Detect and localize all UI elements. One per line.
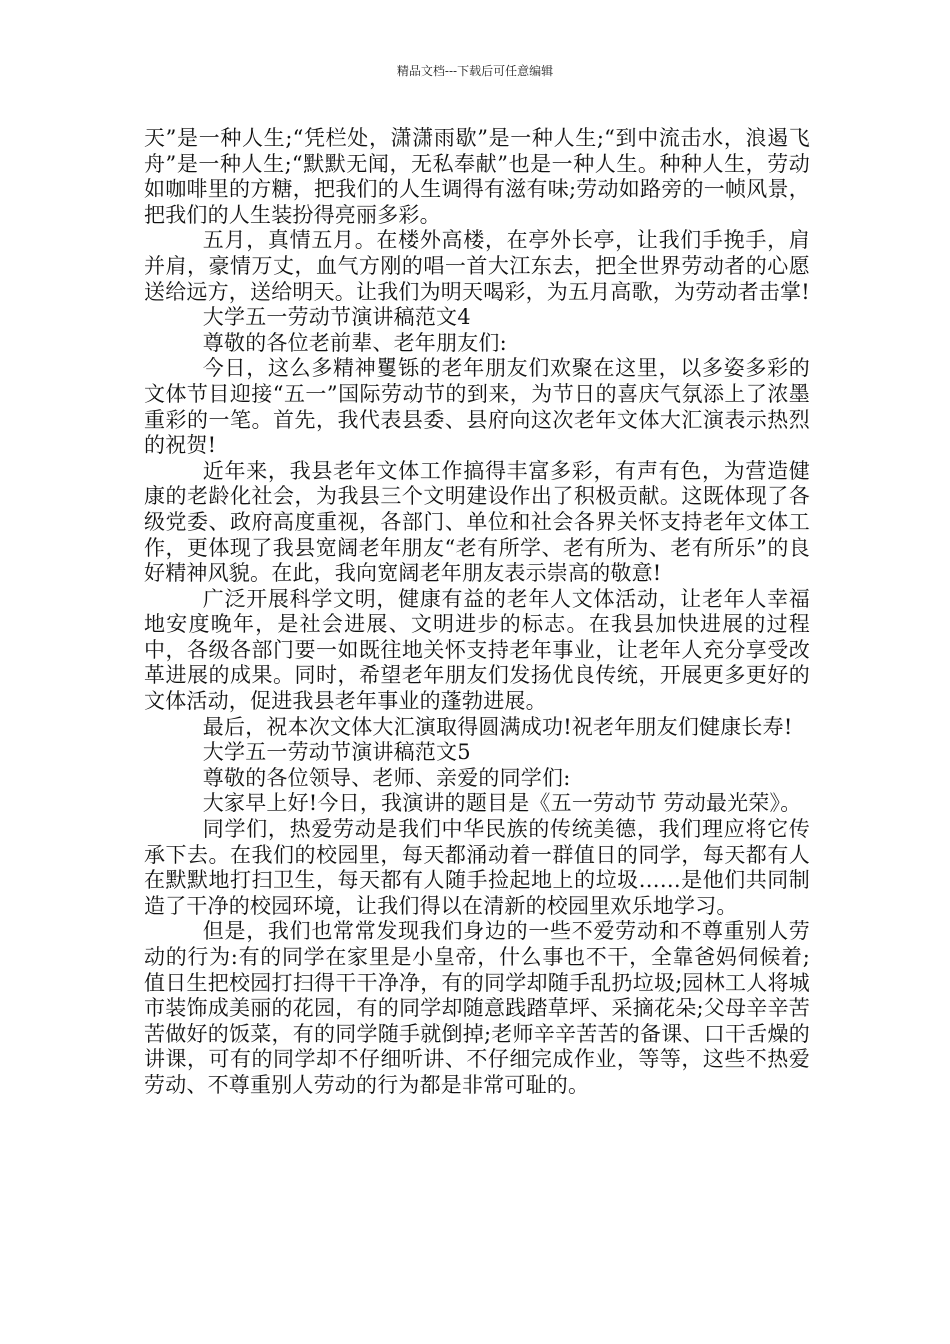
paragraph-4-2: 近年来，我县老年文体工作搞得丰富多彩，有声有色，为营造健康的老龄化社会，为我县三个文明建设作出了积极贡献。这既体现了各级党委、政府高度重视，各部门、单位和社会各界关怀支持老年文体工作，更体现了我县宽阔老年朋友“老有所学、老有所为、老有所乐”的良好精神风貌。在此，我向宽阔老年朋友表示崇高的敬意! xyxy=(144,458,810,586)
paragraph-5-3: 但是，我们也常常发现我们身边的一些不爱劳动和不尊重别人劳动的行为:有的同学在家里是小皇帝，什么事也不干，全靠爸妈伺候着;值日生把校园打扫得干干净净，有的同学却随手乱扔垃圾;园林工人将城市装饰成美丽的花园，有的同学却随意践踏草坪、采摘花朵;父母辛辛苦苦做好的饭菜，有的同学随手就倒掉;老师辛辛苦苦的备课、口干舌燥的讲课，可有的同学却不仔细听讲、不仔细完成作业，等等，这些不热爱劳动、不尊重别人劳动的行为都是非常可耻的。 xyxy=(144,919,810,1097)
page-header: 精品文档---下载后可任意编辑 xyxy=(396,64,554,78)
paragraph-4-3: 广泛开展科学文明，健康有益的老年人文体活动，让老年人幸福地安度晚年，是社会进展、文明进步的标志。在我县加快进展的过程中，各级各部门要一如既往地关怀支持老年事业，让老年人充分享受改革进展的成果。同时，希望老年朋友们发扬优良传统，开展更多更好的文体活动，促进我县老年事业的蓬勃进展。 xyxy=(144,586,810,714)
paragraph-4-1: 今日，这么多精神矍铄的老年朋友们欢聚在这里，以多姿多彩的文体节目迎接“五一”国际劳动节的到来，为节日的喜庆气氛添上了浓墨重彩的一笔。首先，我代表县委、县府向这次老年文体大汇演表示热烈的祝贺! xyxy=(144,356,810,458)
paragraph-4-closing: 最后，祝本次文体大汇演取得圆满成功!祝老年朋友们健康长寿! xyxy=(202,714,793,739)
paragraph-continuation: 天”是一种人生;“凭栏处，潇潇雨歇”是一种人生;“到中流击水，浪遏飞舟”是一种人生;“默默无闻，无私奉献”也是一种人生。种种人生，劳动如咖啡里的方糖，把我们的人生调得有滋有味;劳动如路旁的一帧风景，把我们的人生装扮得亮丽多彩。 xyxy=(144,126,810,227)
paragraph-5-2: 同学们，热爱劳动是我们中华民族的传统美德，我们理应将它传承下去。在我们的校园里，每天都涌动着一群值日的同学，每天都有人在默默地打扫卫生，每天都有人随手捡起地上的垃圾……是他们共同制造了干净的校园环境，让我们得以在清新的校园里欢乐地学习。 xyxy=(144,817,810,918)
section-title-5: 大学五一劳动节演讲稿范文5 xyxy=(202,740,471,765)
document-body xyxy=(144,126,810,1099)
paragraph-may: 五月，真情五月。在楼外高楼，在亭外长亭，让我们手挽手，肩并肩，豪情万丈，血气方刚的唱一首大江东去，把全世界劳动者的心愿送给远方，送给明天。让我们为明天喝彩，为五月高歌，为劳动者击掌! xyxy=(144,228,810,304)
salutation-4: 尊敬的各位老前辈、老年朋友们: xyxy=(202,330,507,355)
salutation-5: 尊敬的各位领导、老师、亲爱的同学们: xyxy=(202,765,571,790)
section-title-4: 大学五一劳动节演讲稿范文4 xyxy=(202,305,471,330)
paragraph-5-1: 大家早上好!今日，我演讲的题目是《五一劳动节 劳动最光荣》。 xyxy=(202,791,802,816)
